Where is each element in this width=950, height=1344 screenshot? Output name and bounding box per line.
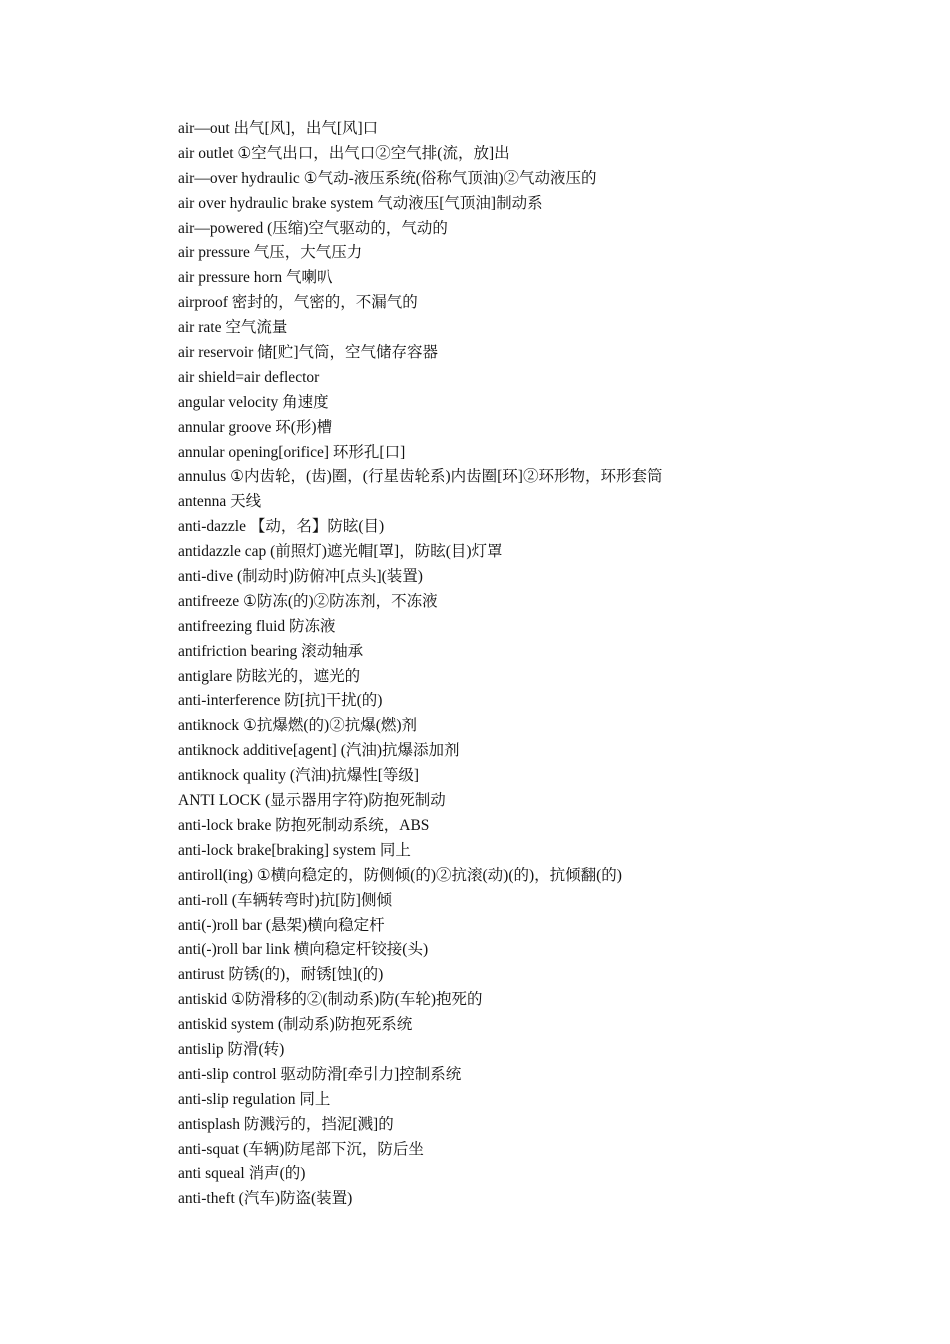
glossary-entry: anti squeal 消声(的)	[178, 1165, 306, 1183]
glossary-entry: antifreezing fluid 防冻液	[178, 617, 336, 635]
glossary-entry: annular opening[orifice] 环形孔[口]	[178, 443, 406, 461]
glossary-entry: anti-dive (制动时)防俯冲[点头](装置)	[178, 568, 423, 586]
glossary-entry: antirust 防锈(的)，耐锈[蚀](的)	[178, 966, 384, 984]
glossary-entry: annulus ①内齿轮，(齿)圈，(行星齿轮系)内齿圈[环]②环形物，环形套筒	[178, 468, 663, 486]
glossary-entry: antenna 天线	[178, 493, 262, 511]
glossary-entry: antiroll(ing) ①横向稳定的，防侧倾(的)②抗滚(动)(的)，抗倾翻(的)	[178, 866, 622, 884]
glossary-entry: antiknock ①抗爆燃(的)②抗爆(燃)剂	[178, 717, 418, 735]
glossary-entry: anti-theft (汽车)防盗(装置)	[178, 1190, 353, 1208]
glossary-entry: anti-slip regulation 同上	[178, 1090, 331, 1108]
glossary-entry: antiknock additive[agent] (汽油)抗爆添加剂	[178, 742, 460, 760]
glossary-entry: airproof 密封的，气密的，不漏气的	[178, 294, 418, 312]
glossary-entry: antiskid system (制动系)防抱死系统	[178, 1016, 413, 1034]
glossary-entry: antisplash 防溅污的，挡泥[溅]的	[178, 1115, 394, 1133]
glossary-entry: air reservoir 储[贮]气筒，空气储存容器	[178, 344, 439, 362]
glossary-entry: antislip 防滑(转)	[178, 1040, 285, 1058]
glossary-entry: air pressure 气压，大气压力	[178, 244, 363, 262]
glossary-entry: antiglare 防眩光的，遮光的	[178, 667, 361, 685]
glossary-entry: air over hydraulic brake system 气动液压[气顶油]制动系	[178, 194, 543, 212]
glossary-entry: air rate 空气流量	[178, 319, 288, 337]
glossary-entry: anti-squat (车辆)防尾部下沉，防后坐	[178, 1140, 424, 1158]
glossary-entry: ANTI LOCK (显示器用字符)防抱死制动	[178, 792, 446, 810]
glossary-entry: air outlet ①空气出口，出气口②空气排(流，放]出	[178, 144, 510, 162]
glossary-entry: antifreeze ①防冻(的)②防冻剂，不冻液	[178, 592, 438, 610]
glossary-entry: air—out 出气[风]，出气[风]口	[178, 120, 379, 137]
glossary-entry: anti-interference 防[抗]干扰(的)	[178, 692, 383, 710]
glossary-list	[178, 117, 918, 1212]
glossary-entry: anti(-)roll bar link 横向稳定杆铰接(头)	[178, 941, 429, 959]
glossary-entry: angular velocity 角速度	[178, 393, 329, 411]
glossary-entry: annular groove 环(形)槽	[178, 418, 333, 436]
glossary-entry: anti-dazzle 【动，名】防眩(目)	[178, 518, 385, 536]
glossary-entry: air—over hydraulic ①气动-液压系统(俗称气顶油)②气动液压的	[178, 169, 597, 187]
glossary-entry: anti-roll (车辆转弯时)抗[防]侧倾	[178, 891, 392, 909]
glossary-entry: air shield=air deflector	[178, 368, 320, 386]
glossary-entry: anti-slip control 驱动防滑[牵引力]控制系统	[178, 1065, 462, 1083]
glossary-entry: air—powered (压缩)空气驱动的，气动的	[178, 219, 448, 237]
glossary-entry: air pressure horn 气喇叭	[178, 269, 333, 287]
glossary-entry: antiskid ①防滑移的②(制动系)防(车轮)抱死的	[178, 991, 483, 1009]
glossary-entry: antiknock quality (汽油)抗爆性[等级]	[178, 767, 420, 785]
glossary-entry: antidazzle cap (前照灯)遮光帽[罩]，防眩(目)灯罩	[178, 543, 503, 561]
glossary-entry: anti-lock brake 防抱死制动系统，ABS	[178, 816, 430, 834]
glossary-entry: antifriction bearing 滚动轴承	[178, 642, 364, 660]
glossary-entry: anti(-)roll bar (悬架)横向稳定杆	[178, 916, 385, 934]
glossary-entry: anti-lock brake[braking] system 同上	[178, 841, 411, 859]
